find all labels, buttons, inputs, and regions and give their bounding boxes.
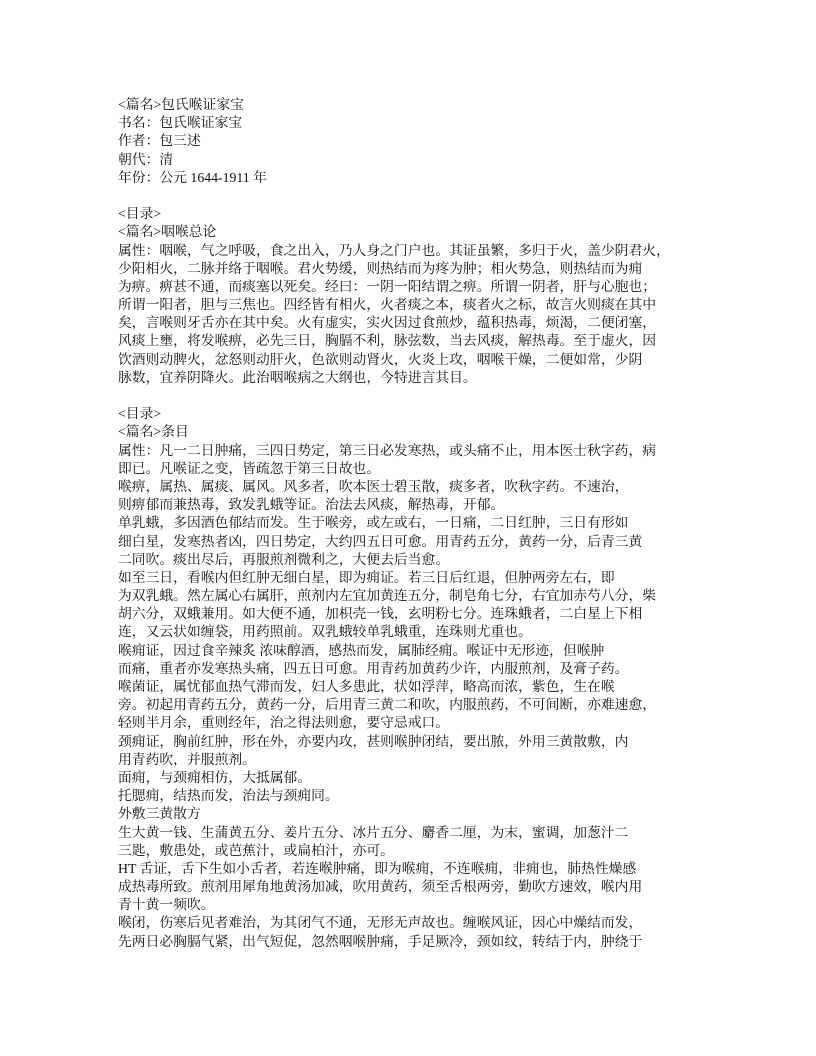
paragraph-line: 矣，言喉则牙舌亦在其中矣。火有虚实，实火因过食煎炒，蕴积热毒，烦渴，二便闭塞， [118, 315, 657, 331]
paragraph-line: 属性：咽喉，气之呼吸，食之出入，乃人身之门户也。其证虽繁，多归于火，盖少阴君火， [118, 242, 670, 258]
paragraph-line: 为痹。痹甚不通，而痰塞以死矣。经曰：一阴一阳结谓之痹。所谓一阴者，肝与心胞也； [118, 278, 657, 294]
paragraph-line: 细白星，发寒热者凶，四日势定，大约四五日可愈。用青药五分，黄药一分，后青三黄 [118, 533, 643, 549]
paragraph-line: 脉数，宜养阴降火。此治咽喉病之大纲也，今特进言其目。 [118, 369, 477, 385]
dynasty: 朝代：清 [118, 151, 174, 167]
document-body [118, 96, 670, 951]
section-title: <篇名>条目 [118, 424, 189, 440]
paragraph-line: 即已。凡喉证之变，皆疏忽于第三日故也。 [118, 460, 381, 476]
paragraph-line: 则痹郁而兼热毒，致发乳蛾等证。治法去风痰，解热毒，开郁。 [118, 497, 505, 513]
paragraph-line: 喉菌证，属忧郁血热气滞而发，妇人多患此，状如浮萍，略高而浓，紫色，生在喉 [118, 679, 615, 694]
paragraph-line: 用青药吹，并服煎剂。 [118, 751, 256, 767]
paragraph-line: 少阳相火，二脉并络于咽喉。君火势缓，则热结而为疼为肿；相火势急，则热结而为痈 [118, 260, 643, 276]
toc-marker: <目录> [118, 206, 162, 222]
paragraph-line: 如至三日，看喉内但红肿无细白星，即为痈证。若三日后红退，但肿两旁左右，即 [118, 569, 615, 585]
author: 作者：包三述 [118, 133, 201, 149]
paragraph-line: 先两日必胸膈气紧，出气短促，忽然咽喉肿痛，手足厥冷，颈如纹，转结于内，肿绕于 [118, 933, 643, 949]
paragraph-line: 属性：凡一二日肿痛，三四日势定，第三日必发寒热，或头痛不止，用本医士秋字药，病 [118, 442, 657, 458]
recipe-title: 外敷三黄散方 [118, 806, 201, 822]
paragraph-line: 连，又云状如缠袋，用药照前。双乳蛾较单乳蛾重，连珠则尤重也。 [118, 624, 532, 640]
paragraph-line: 托腮痈，结热而发，治法与颈痈同。 [118, 788, 339, 804]
paragraph-line: 喉闭，伤寒后见者难治，为其闭气不通，无形无声故也。缠喉风证，因心中燥结而发， [118, 915, 643, 931]
paragraph-line: 二同吹。痰出尽后，再服煎剂微利之，大便去后当愈。 [118, 551, 450, 567]
paragraph-line: 胡六分，双蛾兼用。如大便不通，加枳壳一钱，玄明粉七分。连珠蛾者，二白星上下相 [118, 606, 643, 622]
paragraph-line: 成热毒所致。煎剂用犀角地黄汤加减，吹用黄药，须至舌根两旁，勤吹方速效，喉内用 [118, 879, 643, 895]
chapter-title: <篇名>包氏喉证家宝 [118, 97, 244, 112]
paragraph-line: 喉痹，属热、属痰、属风。风多者，吹本医士碧玉散，痰多者，吹秋字药。不速治， [118, 478, 629, 494]
blank-line [118, 387, 670, 405]
blank-line [118, 187, 670, 205]
year: 年份：公元 1644-1911 年 [118, 169, 267, 185]
paragraph-line: 轻则半月余，重则经年，治之得法则愈，要守忌戒口。 [118, 715, 450, 731]
paragraph-line: 风痰上壅，将发喉痹，必先三日，胸膈不利，脉弦数，当去风痰，解热毒。至于虚火，因 [118, 333, 657, 349]
paragraph-line: 颈痈证，胸前红肿，形在外，亦要内攻，甚则喉肿闭结，要出脓，外用三黄散敷，内 [118, 733, 629, 749]
paragraph-line: 青十黄一频吹。 [118, 897, 215, 913]
paragraph-line: 面痈，与颈痈相仿，大抵属郁。 [118, 769, 312, 785]
paragraph-line: 饮酒则动脾火，忿怒则动肝火，色欲则动肾火，火炎上攻，咽喉干燥，二便如常，少阴 [118, 351, 643, 367]
paragraph-line: 生大黄一钱、生蒲黄五分、姜片五分、冰片五分、麝香二厘，为末，蜜调，加葱汁二 [118, 824, 629, 840]
toc-marker: <目录> [118, 406, 162, 422]
paragraph-line: 单乳蛾，多因酒色郁结而发。生于喉旁，或左或右，一日痛，二日红肿，三日有形如 [118, 515, 629, 531]
book-name: 书名：包氏喉证家宝 [118, 115, 243, 131]
paragraph-line: 三匙，敷患处，或芭蕉汁，或扁柏汁，亦可。 [118, 842, 394, 858]
paragraph-line: 所谓一阳者，胆与三焦也。四经皆有相火，火者痰之本，痰者火之标，故言火则痰在其中 [118, 297, 657, 313]
section-title: <篇名>咽喉总论 [118, 224, 217, 240]
section-items [118, 405, 670, 951]
section-overview [118, 205, 670, 387]
paragraph-line: 喉痈证，因过食辛辣炙 浓味醇酒，感热而发，属肺经痈。喉证中无形迹，但喉肿 [118, 642, 605, 658]
paragraph-line: HT 舌证，舌下生如小舌者，若连喉肿痛，即为喉痈，不连喉痈，非痈也，肺热性燥感 [118, 860, 637, 876]
paragraph-line: 旁。初起用青药五分，黄药一分，后用青三黄二和吹，内服煎药，不可间断，亦难速愈， [118, 697, 657, 713]
paragraph-line: 为双乳蛾。然左属心右属肝，煎剂内左宜加黄连五分，制皂角七分，右宜加赤芍八分，柴 [118, 588, 657, 604]
paragraph-line: 而痛，重者亦发寒热头痛，四五日可愈。用青药加黄药少许，内服煎剂，及膏子药。 [118, 660, 629, 676]
